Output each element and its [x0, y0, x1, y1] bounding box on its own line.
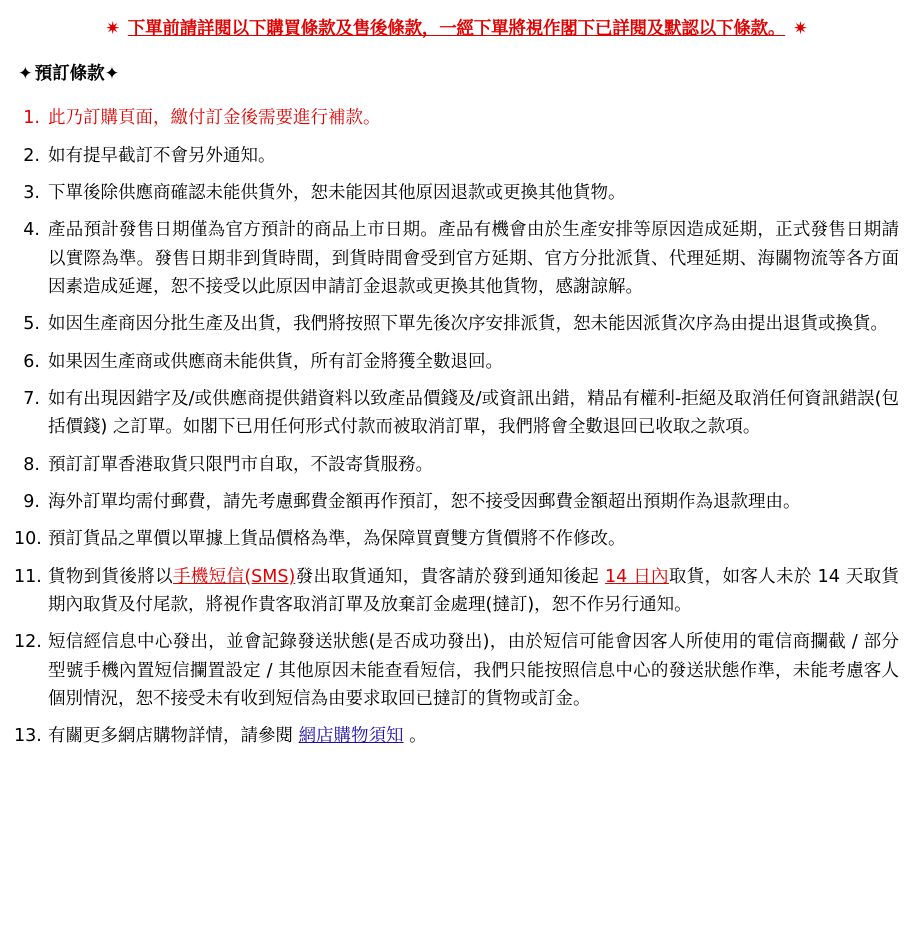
section-heading: [18, 61, 899, 88]
diamond-icon-right: ✦: [104, 64, 120, 85]
term-item: [14, 488, 899, 516]
top-warning-text: 下單前請詳閱以下購買條款及售後條款，一經下單將視作閣下已詳閱及默認以下條款。: [127, 19, 786, 39]
term-number: 11.: [14, 566, 42, 587]
term-text: 如果因生產商或供應商未能供貨，所有訂金將獲全數退回。: [48, 351, 503, 372]
term-number: 8.: [23, 454, 40, 475]
term-number: 5.: [23, 314, 40, 335]
term-text: 如因生產商因分批生產及出貨，我們將按照下單先後次序安排派貨，恕未能因派貨次序為由提出退貨或換貨。: [48, 314, 888, 335]
term-text: 貨物到貨後將以: [48, 566, 173, 587]
shop-notice-link[interactable]: 網店購物須知: [298, 726, 404, 747]
term-text: 發出取貨通知，貴客請於發到通知後起: [295, 566, 606, 587]
term-item: [14, 385, 899, 442]
term-text: 取貨，如客人未於 14 天取貨期內取貨及付尾款，將視作貴客取消訂單及放棄訂金處理(撻訂)，恕不作另行通知。: [48, 566, 900, 616]
star-icon-left: ✷: [105, 19, 120, 39]
term-text: 。: [403, 726, 427, 747]
term-number: 6.: [23, 351, 40, 372]
term-text: 海外訂單均需付郵費，請先考慮郵費金額再作預訂，恕不接受因郵費金額超出預期作為退款理由。: [48, 492, 801, 513]
term-text: 短信經信息中心發出，並會記錄發送狀態(是否成功發出)，由於短信可能會因客人所使用的電信商攔截 / 部分型號手機內置短信攔置設定 / 其他原因未能查看短信，我們只能按照信息中心的發送狀態作準，未能考慮客人個別情況，恕不接受未有收到短信為由要求取回已撻訂的貨物或訂金。: [48, 632, 899, 710]
term-text: 此乃訂購頁面，繳付訂金後需要進行補款。: [48, 108, 381, 129]
term-number: 3.: [23, 182, 40, 203]
top-warning-banner: [14, 16, 899, 43]
term-item: [14, 563, 899, 620]
term-number: 4.: [23, 220, 40, 241]
term-emphasis: 14 日內: [605, 566, 669, 587]
term-number: 13.: [14, 726, 42, 747]
term-text: 產品預計發售日期僅為官方預計的商品上市日期。產品有機會由於生產安排等原因造成延期，正式發售日期請以實際為準。發售日期非到貨時間，到貨時間會受到官方延期、官方分批派貨、代理延期、海關物流等各方面因素造成延遲，恕不接受以此原因申請訂金退款或更換其他貨物，感謝諒解。: [48, 220, 899, 297]
term-number: 7.: [23, 389, 40, 409]
term-item: [14, 451, 899, 479]
term-text: 預訂貨品之單價以單據上貨品價格為準，為保障買賣雙方貨價將不作修改。: [48, 529, 626, 550]
term-number: 1.: [23, 108, 40, 129]
terms-list: [14, 104, 899, 751]
term-text: 下單後除供應商確認未能供貨外，恕未能因其他原因退款或更換其他貨物。: [48, 182, 626, 203]
term-number: 12.: [14, 632, 42, 653]
term-text: 預訂訂單香港取貨只限門市自取，不設寄貨服務。: [48, 454, 433, 475]
term-number: 2.: [23, 145, 40, 166]
term-number: 9.: [23, 492, 40, 513]
term-item: [14, 104, 899, 132]
term-text: 如有提早截訂不會另外通知。: [48, 145, 276, 166]
term-item: [14, 628, 899, 713]
section-heading-label: 預訂條款: [34, 64, 105, 85]
term-item: [14, 310, 899, 338]
diamond-icon-left: ✦: [18, 64, 33, 85]
term-item: [14, 348, 899, 376]
term-item: [14, 142, 899, 170]
star-icon-right: ✷: [793, 19, 808, 39]
term-item: [14, 179, 899, 207]
term-text: 如有出現因錯字及/或供應商提供錯資料以致產品價錢及/或資訊出錯，精品有權利-拒絕及取消任何資訊錯誤(包括價錢) 之訂單。如閣下已用任何形式付款而被取消訂單，我們將會全數退回已收取之款項。: [48, 389, 899, 438]
term-item: [14, 216, 899, 301]
term-item: [14, 722, 899, 750]
term-item: [14, 525, 899, 553]
term-number: 10.: [14, 529, 42, 550]
term-emphasis: 手機短信(SMS): [172, 566, 296, 587]
term-text: 有關更多網店購物詳情，請參閱: [48, 726, 299, 747]
